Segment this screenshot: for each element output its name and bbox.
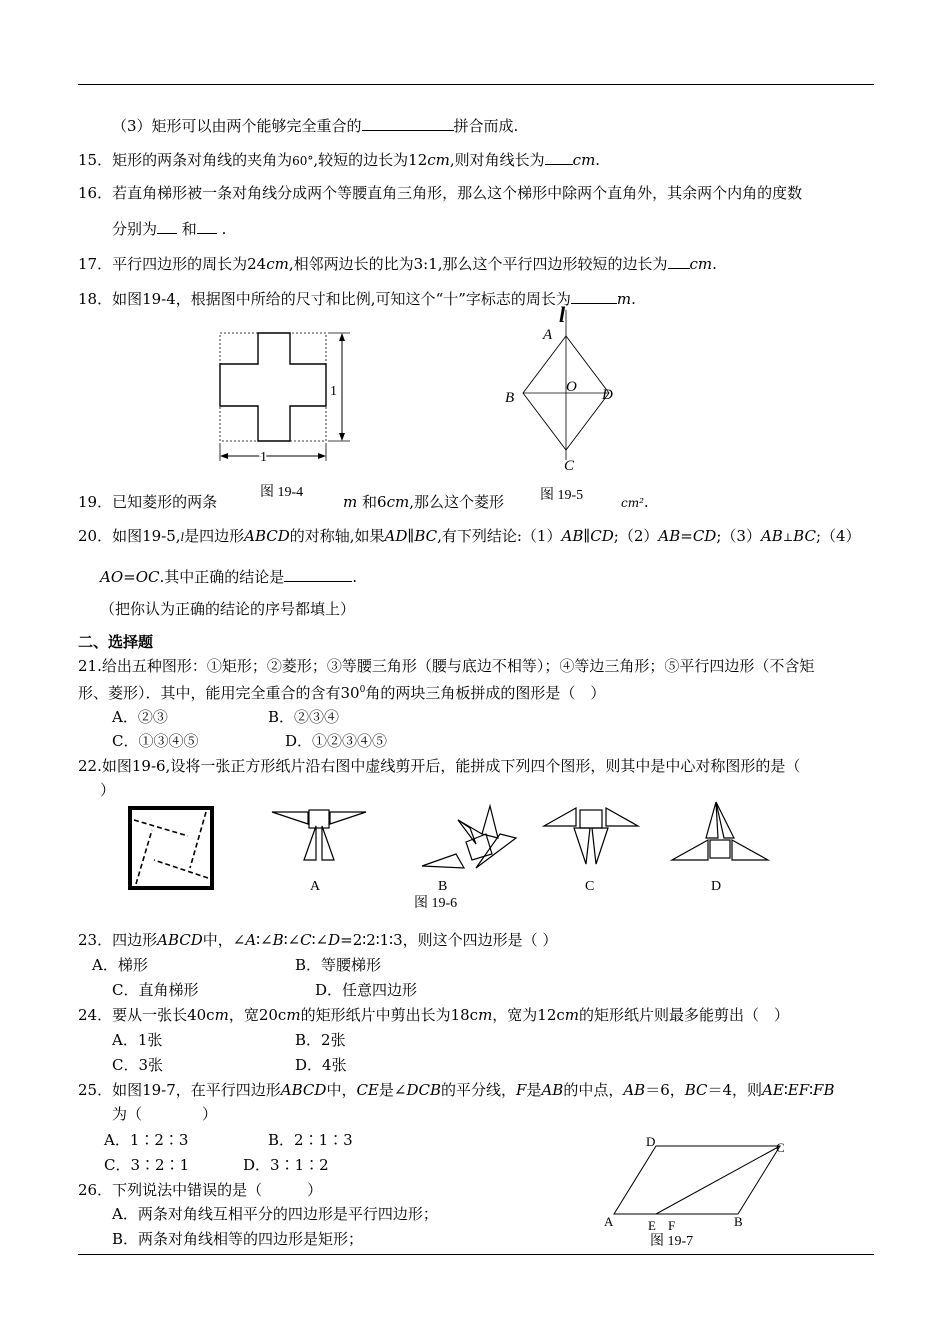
fig196-label-D: D: [711, 879, 722, 894]
question-17: 17．平行四边形的周长为24cm,相邻两边长的比为3:1,那么这个平行四边形较短的边长为 cm.: [78, 252, 717, 274]
fig195-A: A: [543, 327, 553, 343]
fig197-A: A: [604, 1214, 614, 1229]
question-25-line2: 为（ ）: [112, 1105, 218, 1123]
q21-option-C[interactable]: C．①③④⑤: [112, 732, 199, 750]
question-25: 25．如图19-7，在平行四边形ABCD中，CE是∠DCB的平分线，F是AB的中点，AB＝6，BC＝4，则AE∶EF∶FB: [78, 1081, 835, 1099]
question-22: 22.如图19-6,设将一张正方形纸片沿右图中虚线剪开后，能拼成下列四个图形，则其中是中心对称图形的是（: [78, 757, 801, 775]
q25-option-B[interactable]: B．2∶1∶3: [268, 1131, 353, 1149]
question-21-line2: 形、菱形）．其中，能用完全重合的含有$30^0$角的两块三角板拼成的图形是（ ）: [78, 684, 606, 702]
q24-option-C[interactable]: C．3张: [112, 1056, 164, 1074]
question-20-line3: （把你认为正确的结论的序号都填上）: [100, 600, 356, 618]
bottom-rule: [78, 1254, 874, 1255]
fig195-caption: 图 19-5: [540, 488, 584, 503]
figure-19-5: [495, 300, 635, 480]
q26-option-A[interactable]: A．两条对角线互相平分的四边形是平行四边形；: [112, 1205, 438, 1223]
question-16-line2: 分别为 和 .: [112, 217, 226, 239]
answer-blank[interactable]: [668, 252, 690, 269]
answer-blank[interactable]: [362, 114, 454, 131]
question-22-line2: ）: [100, 781, 116, 799]
question-15: 15．矩形的两条对角线的夹角为60°,较短的边长为12cm,则对角线长为 cm.: [78, 148, 600, 171]
q25-option-A[interactable]: A．1∶2∶3: [104, 1131, 189, 1149]
fig194-label-bottom: 1: [260, 450, 267, 465]
q21-option-B[interactable]: B．②③④: [268, 708, 340, 726]
fig195-D: D: [602, 387, 613, 403]
fig196-option-C: [544, 808, 638, 864]
question-19: 19．已知菱形的两条: [78, 493, 218, 511]
fig194-caption: 图 19-4: [260, 485, 304, 500]
answer-blank[interactable]: [197, 217, 217, 234]
question-18: 18．如图19-4，根据图中所给的尺寸和比例,可知这个“十”字标志的周长为 m.: [78, 287, 636, 309]
fig195-l: l: [559, 302, 566, 327]
figure-19-4: [200, 325, 370, 470]
q25-option-C[interactable]: C．3∶2∶1: [104, 1156, 190, 1174]
fig195-O: O: [566, 379, 577, 395]
q26-option-B[interactable]: B．两条对角线相等的四边形是矩形；: [112, 1230, 364, 1248]
fig197-D: D: [646, 1134, 656, 1149]
fig197-E: E: [648, 1218, 656, 1233]
fig196-label-B: B: [438, 879, 448, 894]
fig196-label-A: A: [310, 879, 321, 894]
fig195-C: C: [564, 458, 575, 474]
question-19-mid: m 和6cm,那么这个菱形: [343, 493, 504, 511]
fig196-option-B: [422, 806, 516, 868]
question-19-end: cm².: [621, 493, 649, 511]
fig197-F: F: [668, 1218, 676, 1233]
q23-option-A[interactable]: A．梯形: [92, 956, 148, 974]
fig197-C: C: [776, 1140, 785, 1155]
question-26: 26．下列说法中错误的是（ ）: [78, 1181, 323, 1199]
fig195-B: B: [505, 390, 515, 406]
fig196-caption: 图 19-6: [414, 896, 458, 911]
fig197-caption: 图 19-7: [650, 1234, 694, 1249]
q24-option-B[interactable]: B．2张: [295, 1031, 346, 1049]
question-16: 16．若直角梯形被一条对角线分成两个等腰直角三角形，那么这个梯形中除两个直角外，其余两个内角的度数: [78, 184, 803, 202]
question-24: 24．要从一张长40cm，宽20cm的矩形纸片中剪出长为18cm，宽为12cm的矩形纸片则最多能剪出（ ）: [78, 1006, 790, 1024]
fig196-option-A: [272, 810, 366, 860]
section-title-choice: 二、选择题: [78, 633, 154, 651]
q14-part3: （3）矩形可以由两个能够完全重合的 拼合而成.: [112, 114, 518, 136]
q21-option-A[interactable]: A．②③: [112, 708, 168, 726]
figure-19-7: [600, 1132, 800, 1232]
q23-option-C[interactable]: C．直角梯形: [112, 981, 199, 999]
answer-blank[interactable]: [284, 565, 352, 582]
question-23: 23．四边形ABCD中，∠A∶∠B∶∠C∶∠D=2∶2∶1∶3，则这个四边形是（ ）: [78, 931, 558, 949]
q24-option-A[interactable]: A．1张: [112, 1031, 163, 1049]
q24-option-D[interactable]: D．4张: [295, 1056, 347, 1074]
fig197-B: B: [734, 1214, 743, 1229]
fig196-label-C: C: [585, 879, 595, 894]
top-rule: [78, 84, 874, 85]
figure-19-6: [120, 798, 780, 898]
question-20-line2: AO=OC.其中正确的结论是 .: [100, 565, 357, 587]
question-21: 21.给出五种图形：①矩形；②菱形；③等腰三角形（腰与底边不相等）；④等边三角形；⑤平行四边形（不含矩: [78, 657, 815, 675]
q23-option-D[interactable]: D．任意四边形: [315, 981, 418, 999]
q23-option-B[interactable]: B．等腰梯形: [295, 956, 382, 974]
q25-option-D[interactable]: D．3∶1∶2: [243, 1156, 329, 1174]
fig194-label-right: 1: [330, 384, 337, 399]
q21-option-D[interactable]: D．①②③④⑤: [285, 732, 388, 750]
fig196-option-D: [672, 802, 768, 860]
question-20: 20．如图19-5,l是四边形ABCD的对称轴,如果AD∥BC,有下列结论:（1）AB∥CD;（2）AB=CD;（3）AB⊥BC;（4）: [78, 527, 861, 545]
answer-blank[interactable]: [157, 217, 177, 234]
answer-blank[interactable]: [545, 148, 573, 165]
